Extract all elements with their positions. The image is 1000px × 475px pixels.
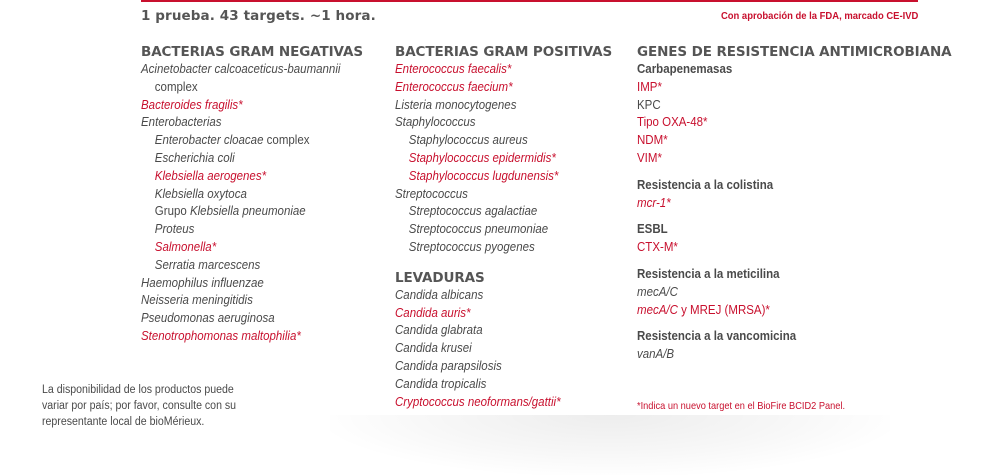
list-item: mecA/C xyxy=(637,284,678,299)
list-item: Acinetobacter calcoaceticus-baumannii xyxy=(141,62,341,76)
list-item-new: Tipo OXA-48* xyxy=(637,115,708,130)
column-title: BACTERIAS GRAM POSITIVAS xyxy=(395,44,613,60)
new-target-footnote: *Indica un nuevo target en el BioFire BCID2 Panel. xyxy=(637,400,846,412)
footnote-line: variar por país; por favor, consulte con su xyxy=(42,400,237,412)
list-item: Proteus xyxy=(154,222,195,237)
item-italic: mecA/C xyxy=(637,302,678,317)
list-item: vanA/B xyxy=(637,347,675,362)
list-item-new: Enterococcus faecium* xyxy=(395,79,513,94)
column-title: GENES DE RESISTENCIA ANTIMICROBIANA xyxy=(637,44,952,60)
list-item-new xyxy=(637,302,926,320)
column-gram-negative xyxy=(141,43,363,346)
list-item-new: Staphylococcus lugdunensis* xyxy=(408,168,559,183)
list-item-new: NDM* xyxy=(637,133,668,148)
footnote-line: representante local de bioMérieux. xyxy=(42,416,205,428)
list-item-new: Stenotrophomonas maltophilia* xyxy=(141,328,301,343)
column-title: BACTERIAS GRAM NEGATIVAS xyxy=(141,44,363,60)
availability-footnote xyxy=(42,382,263,430)
list-item-new: Candida auris* xyxy=(395,305,471,320)
list-item-new: VIM* xyxy=(637,150,662,165)
list-item: Candida albicans xyxy=(395,287,484,302)
list-item: Candida parapsilosis xyxy=(395,358,502,373)
list-item-new: Klebsiella aerogenes* xyxy=(154,168,267,183)
group-label-carbapenemases: Carbapenemasas xyxy=(637,62,733,76)
group-label-colistin: Resistencia a la colistina xyxy=(637,177,774,192)
approval-note: Con aprobación de la FDA, marcado CE-IVD xyxy=(720,10,918,22)
list-item: Streptococcus pyogenes xyxy=(408,239,535,254)
top-rule xyxy=(141,0,918,2)
spacer xyxy=(637,168,952,177)
group-label-esbl: ESBL xyxy=(637,222,668,237)
list-item-new: Staphylococcus epidermidis* xyxy=(408,150,556,165)
list-item: Candida tropicalis xyxy=(395,376,487,391)
list-item-new: Bacteroides fragilis* xyxy=(141,97,243,112)
bottom-shadow xyxy=(330,415,890,475)
column-gram-positive xyxy=(395,43,612,411)
column-resistance-genes xyxy=(637,43,952,364)
list-item-new: IMP* xyxy=(637,79,662,94)
item-plain: y MREJ (MRSA)* xyxy=(677,302,770,317)
list-item: complex xyxy=(154,79,198,94)
list-item: Listeria monocytogenes xyxy=(395,97,517,112)
list-item: Streptococcus agalactiae xyxy=(408,204,538,219)
tagline: 1 prueba. 43 targets. ~1 hora. xyxy=(141,8,376,24)
list-item: Serratia marcescens xyxy=(154,257,261,272)
list-item-new: mcr-1* xyxy=(637,195,671,210)
spacer xyxy=(637,319,952,328)
item-plain: Grupo xyxy=(154,204,190,219)
spacer xyxy=(637,257,952,266)
list-item: Staphylococcus xyxy=(395,115,476,130)
list-item: Enterobacterias xyxy=(141,115,222,130)
list-item-new: Salmonella* xyxy=(154,239,217,254)
list-item: Staphylococcus aureus xyxy=(408,133,528,148)
list-item: KPC xyxy=(637,97,661,112)
list-item: Candida krusei xyxy=(395,341,472,356)
list-item-new: Enterococcus faecalis* xyxy=(395,62,512,76)
group-label-methicillin: Resistencia a la meticilina xyxy=(637,266,780,281)
spacer xyxy=(395,257,612,269)
item-italic: Klebsiella pneumoniae xyxy=(189,204,306,219)
list-item: Pseudomonas aeruginosa xyxy=(141,311,275,326)
list-item-new: Cryptococcus neoformans/gattii* xyxy=(395,394,561,409)
spacer xyxy=(637,212,952,221)
footnote-line: La disponibilidad de los productos puede xyxy=(42,384,234,396)
list-item: Klebsiella oxytoca xyxy=(154,186,247,201)
item-plain: complex xyxy=(263,133,310,148)
item-italic: Enterobacter cloacae xyxy=(154,133,264,148)
list-item: Escherichia coli xyxy=(154,150,235,165)
list-item-new: CTX-M* xyxy=(637,240,678,255)
group-label-vancomycin: Resistencia a la vancomicina xyxy=(637,329,797,344)
list-item: Neisseria meningitidis xyxy=(141,293,253,308)
list-item: Streptococcus pneumoniae xyxy=(408,222,549,237)
section-title-yeasts: LEVADURAS xyxy=(395,269,485,286)
list-item xyxy=(141,203,345,221)
list-item xyxy=(141,132,345,150)
list-item: Haemophilus influenzae xyxy=(141,275,264,290)
list-item: Streptococcus xyxy=(395,186,468,201)
list-item: Candida glabrata xyxy=(395,323,483,338)
